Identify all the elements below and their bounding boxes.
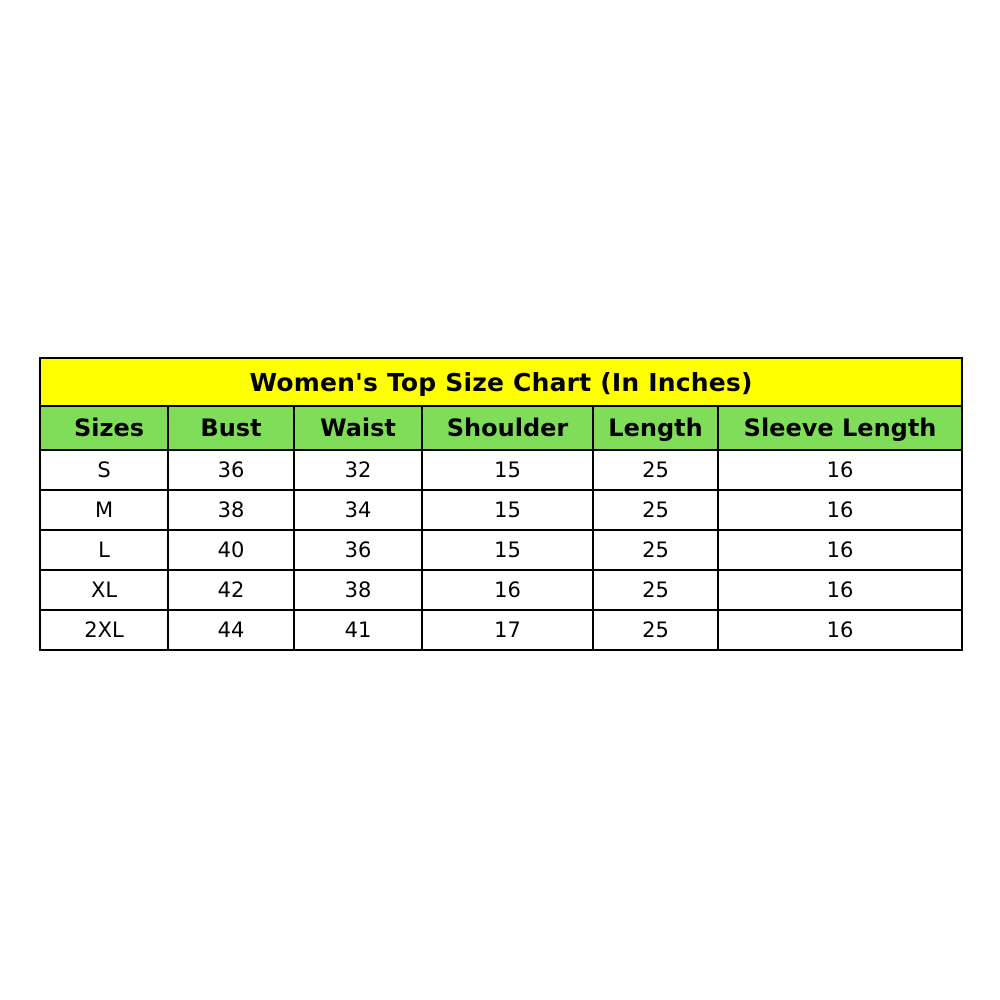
- cell-size: M: [40, 490, 168, 530]
- size-chart-table: [39, 357, 963, 651]
- table-row: [40, 610, 962, 650]
- cell-sleeve-length: 16: [718, 530, 962, 570]
- cell-shoulder: 15: [422, 530, 593, 570]
- table-header-row: [40, 406, 962, 450]
- cell-sleeve-length: 16: [718, 450, 962, 490]
- cell-waist: 38: [294, 570, 422, 610]
- table-row: [40, 490, 962, 530]
- column-header-length: Length: [593, 406, 718, 450]
- table-row: [40, 450, 962, 490]
- cell-bust: 40: [168, 530, 294, 570]
- table-row: [40, 570, 962, 610]
- cell-waist: 32: [294, 450, 422, 490]
- table-title-row: [40, 358, 962, 406]
- column-header-sleeve-length: Sleeve Length: [718, 406, 962, 450]
- page-title: Women's Top Size Chart (In Inches): [40, 358, 962, 406]
- cell-size: XL: [40, 570, 168, 610]
- cell-bust: 36: [168, 450, 294, 490]
- cell-shoulder: 15: [422, 450, 593, 490]
- cell-sleeve-length: 16: [718, 610, 962, 650]
- column-header-sizes: Sizes: [40, 406, 168, 450]
- table-row: [40, 530, 962, 570]
- cell-sleeve-length: 16: [718, 490, 962, 530]
- cell-shoulder: 15: [422, 490, 593, 530]
- cell-size: S: [40, 450, 168, 490]
- cell-length: 25: [593, 490, 718, 530]
- cell-waist: 41: [294, 610, 422, 650]
- cell-length: 25: [593, 570, 718, 610]
- cell-waist: 34: [294, 490, 422, 530]
- cell-bust: 38: [168, 490, 294, 530]
- cell-length: 25: [593, 610, 718, 650]
- cell-sleeve-length: 16: [718, 570, 962, 610]
- cell-waist: 36: [294, 530, 422, 570]
- cell-shoulder: 16: [422, 570, 593, 610]
- cell-size: 2XL: [40, 610, 168, 650]
- cell-bust: 42: [168, 570, 294, 610]
- cell-length: 25: [593, 450, 718, 490]
- cell-size: L: [40, 530, 168, 570]
- cell-length: 25: [593, 530, 718, 570]
- column-header-bust: Bust: [168, 406, 294, 450]
- size-chart-container: [39, 357, 961, 651]
- cell-bust: 44: [168, 610, 294, 650]
- cell-shoulder: 17: [422, 610, 593, 650]
- column-header-waist: Waist: [294, 406, 422, 450]
- column-header-shoulder: Shoulder: [422, 406, 593, 450]
